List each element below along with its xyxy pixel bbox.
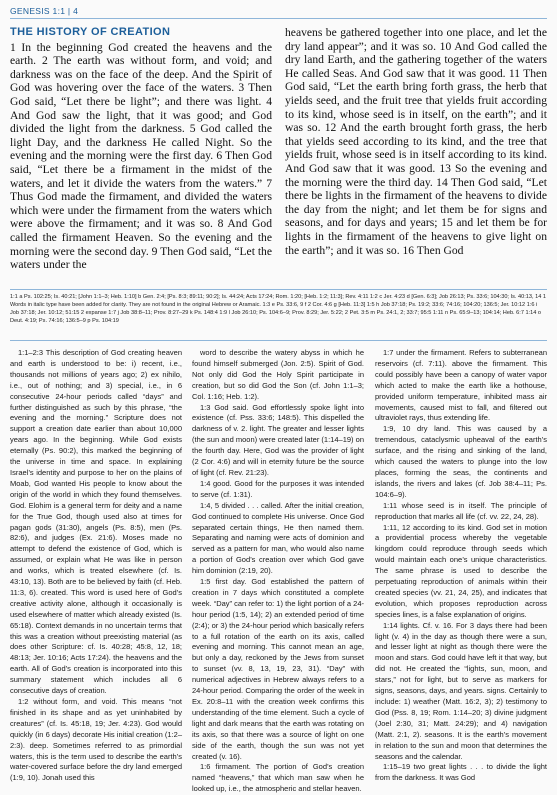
header-text: GENESIS 1:1 | 4 — [10, 6, 79, 16]
cross-references: 1:1 a Ps. 102:25; Is. 40:21; [John 1:1–3; Heb. 1:10] b Gen. 2:4; [Ps. 8:3; 89:11; 90:2]; Is. 44:24; Acts 17:24; Rom. 1:20; [Heb. 1:2; 11:3]; Rev. 4:11 1:2 c Jer. 4:23 d [Gen. 6:3]; Job 26:13; Ps. 33:6; 104:30; Is. 40:13, 14 1 Words in italic type have been added for clarity. They are not found in the original Hebrew or Aramaic. 1:3 e Ps. 33:6, 9 f 2 Cor. 4:6 g [Heb. 11:3] 1:5 h Job 37:18; Ps. 19:2; 33:6; 74:16; 104:20; 136:5; Jer. 10:12 1:6 i Job 37:18; Jer. 10:12; 51:15 2 expanse 1:7 j Job 38:8–11; Prov. 8:27–29 k Ps. 148:4 1:9 l Job 26:10; Ps. 104:6–9; Prov. 8:29; Jer. 5:22; 2 Pet. 3:5 m Ps. 24:1, 2; 33:7; 95:5 1:11 n Ps. 65:9–13; 104:14; Heb. 6:7 1:14 o Deut. 4:19; Ps. 74:16; 136:5–9 p Ps. 104:19 — [10, 289, 547, 341]
note: word to describe the watery abyss in which he found himself submerged (Jon. 2:5). Spirit of God. Not only did God the Holy Spirit participate in creation, but so did God the Son (cf. John 1:1–3; Col. 1:16; Heb. 1:2). — [192, 348, 364, 401]
note: 1:2 without form, and void. This means “not finished in its shape and as yet uninhabited by creatures” (cf. Is. 45:18, 19; Jer. 4:23). God would quickly (in 6 days) decorate His initial creation (1:2–2:3). deep. Sometimes referred to as primordial waters, this is the term used to describe the earth’s water-covered surface before the dry land emerged (1:9, 10). Jonah used this — [10, 697, 182, 783]
section-title: THE HISTORY OF CREATION — [10, 26, 171, 38]
scripture-left-text: 1 In the beginning God created the heavens and the earth. 2 The earth was without form, and void; and darkness was on the face of the deep. And the Spirit of God was hovering over the face of the waters. 3 Then God said, “Let there be light”; and there was light. 4 And God saw the light, that it was good; and God divided the light from the darkness. 5 God called the light Day, and the darkness He called Night. So the evening and the morning were the first day. 6 Then God said, “Let there be a firmament in the midst of the waters, and let it divide the waters from the waters.” 7 Thus God made the firmament, and divided the waters which were under the firmament from the waters which were above the firmament; and it was so. 8 And God called the firmament Heaven. So the evening and the morning were the second day. 9 Then God said, “Let the waters under the — [10, 40, 272, 272]
scripture-right-text: heavens be gathered together into one place, and let the dry land appear”; and it was so. 10 And God called the dry land Earth, and the gathering together of the waters He called Seas. And God saw that it was good. 11 Then God said, “Let the earth bring forth grass, the herb that yields seed, and the fruit tree that yields fruit according to its kind, whose seed is in itself, on the earth”; and it was so. 12 And the earth brought forth grass, the herb that yields seed according to its kind, and the tree that yields fruit, whose seed is in itself according to its kind. And God saw that it was good. 13 So the evening and the morning were the third day. 14 Then God said, “Let there be lights in the firmament of the heavens to divide the day from the night; and let them be for signs and seasons, and for days and years; 15 and let them be for lights in the firmament of the heavens to give light on the earth”; and it was so. 16 Then God — [285, 26, 547, 257]
note: 1:6 firmament. The portion of God’s creation named “heavens,” that which man saw when he looked up, i.e., the atmospheric and stellar heaven. — [192, 762, 364, 794]
notes-column-2 — [192, 348, 364, 795]
note: 1:5 first day. God established the pattern of creation in 7 days which constituted a complete week. “Day” can refer to: 1) the light portion of a 24-hour period (1:5, 14); 2) an extended period of time (2:4); or 3) the 24-hour period which basically refers to a full rotation of the earth on its axis, called evening and morning. This cannot mean an age, but only a day, reckoned by the Jews from sunset to sunset (vv. 8, 13, 19, 23, 31). “Day” with numerical adjectives in Hebrew always refers to a 24-hour period. Comparing the order of the week in Ex. 20:8–11 with the creation week confirms this understanding of the time element. Such a cycle of light and dark means that the earth was rotating on its axis, so that there was a source of light on one side of the earth, though the sun was not yet created (v. 16). — [192, 577, 364, 761]
notes-column-3 — [375, 348, 547, 784]
note: 1:4, 5 divided . . . called. After the initial creation, God continued to complete His universe. Once God separated certain things, He then named them. Separating and naming were acts of dominion and served as a pattern for man, who would also name a portion of God’s creation over which God gave him dominion (2:19, 20). — [192, 500, 364, 576]
scripture-right-column — [285, 26, 547, 257]
note: 1:9, 10 dry land. This was caused by a tremendous, cataclysmic upheaval of the earth’s surface, and the rising and sinking of the land, which caused the waters to plunge into the low places, forming the seas, the continents and islands, the rivers and lakes (cf. Job 38:4–11; Ps. 104:6–9). — [375, 424, 547, 499]
note: 1:4 good. Good for the purposes it was intended to serve (cf. 1:31). — [192, 478, 364, 499]
note: 1:7 under the firmament. Refers to subterranean reservoirs (cf. 7:11). above the firmament. This could possibly have been a canopy of water vapor which acted to make the earth like a hothouse, provided uniform temperature, inhibited mass air movements, caused mist to fall, and filtered out ultraviolet rays, thus extending life. — [375, 348, 547, 423]
scripture-left-column — [10, 26, 272, 272]
note: 1:15–19 two great lights . . . to divide the light from the darkness. It was God — [375, 762, 547, 783]
scripture-text — [10, 26, 547, 304]
note: 1:14 lights. Cf. v. 16. For 3 days there had been light (v. 4) in the day as though there were a sun, and lesser light at night as though there were the moon and stars. God could have left it that way, but did not. He created the “lights, sun, moon, and stars,” not for light, but to serve as markers for signs, seasons, days, and years. signs. Certainly to include: 1) weather (Matt. 16:2, 3); 2) testimony to God (Pss. 8, 19; Rom. 1:14–20; 3) divine judgment (Joel 2:30, 31; Matt. 24:29); and 4) navigation (Matt. 2:1, 2). seasons. It is the earth’s movement in relation to the sun and moon that determines the seasons and the calendar. — [375, 620, 547, 761]
study-notes — [10, 348, 547, 794]
note: 1:1–2:3 This description of God creating heaven and earth is understood to be: i) recent, i.e., thousands not millions of years ago; 2) ex nihilo, i.e., out of nothing; and 3) special, i.e., in 6 consecutive 24-hour periods called “days” and further distinguished as such by this phrase, “the evening and the morning.” Scripture does not support a creation date earlier than about 10,000 years ago. In the beginning. While God exists eternally (Ps. 90:2), this marked the beginning of the universe in time and space. In explaining Israel’s identity and purpose to her on the plains of Moab, God wanted His people to know about the origin of the world in which they found themselves. God. Elohim is a general term for deity and a name for the True God, though used also at times for pagan gods (31:30), angels (Ps. 8:5), men (Ps. 82:6), and judges (Ex. 21:6). Moses made no attempt to defend the existence of God, which is assumed, or explain what He was like in person and works, which is treated elsewhere (cf. Is. 43:10, 13). Both are to be believed by faith (cf. Heb. 11:3, 6). created. This word is used here of God’s creative activity alone, although it occasionally is used elsewhere of matter which already existed (Is. 65:18). Context demands in no uncertain terms that this was a creation without preexisting material (as does other Scripture: cf. Is. 40:28; 45:8, 12, 18; 48:13; Jer. 10:16; Acts 17:24). the heavens and the earth. All of God’s creation is incorporated into this summary statement which includes all 6 consecutive days of creation. — [10, 348, 182, 696]
notes-column-1 — [10, 348, 182, 784]
page-header — [10, 4, 547, 19]
note: 1:11 whose seed is in itself. The principle of reproduction that marks all life (cf. vv. 22, 24, 28). — [375, 500, 547, 521]
note: 1:3 God said. God effortlessly spoke light into existence (cf. Pss. 33:6; 148:5). This dispelled the darkness of v. 2. light. The greater and lesser lights (the sun and moon) were created later (1:14–19) on the fourth day. Here, God was the provider of light (2 Cor. 4:6) and will in eternity future be the source of light (cf. Rev. 21:23). — [192, 402, 364, 477]
note: 1:11, 12 according to its kind. God set in motion a providential process whereby the vegetable kingdom could reproduce through seeds which would maintain each one’s unique characteristics. The same phrase is used to describe the perpetuating reproduction of animals within their created species (vv. 21, 24, 25), and indicates that evolution, which proposes reproduction across species lines, is a false explanation of origins. — [375, 522, 547, 619]
